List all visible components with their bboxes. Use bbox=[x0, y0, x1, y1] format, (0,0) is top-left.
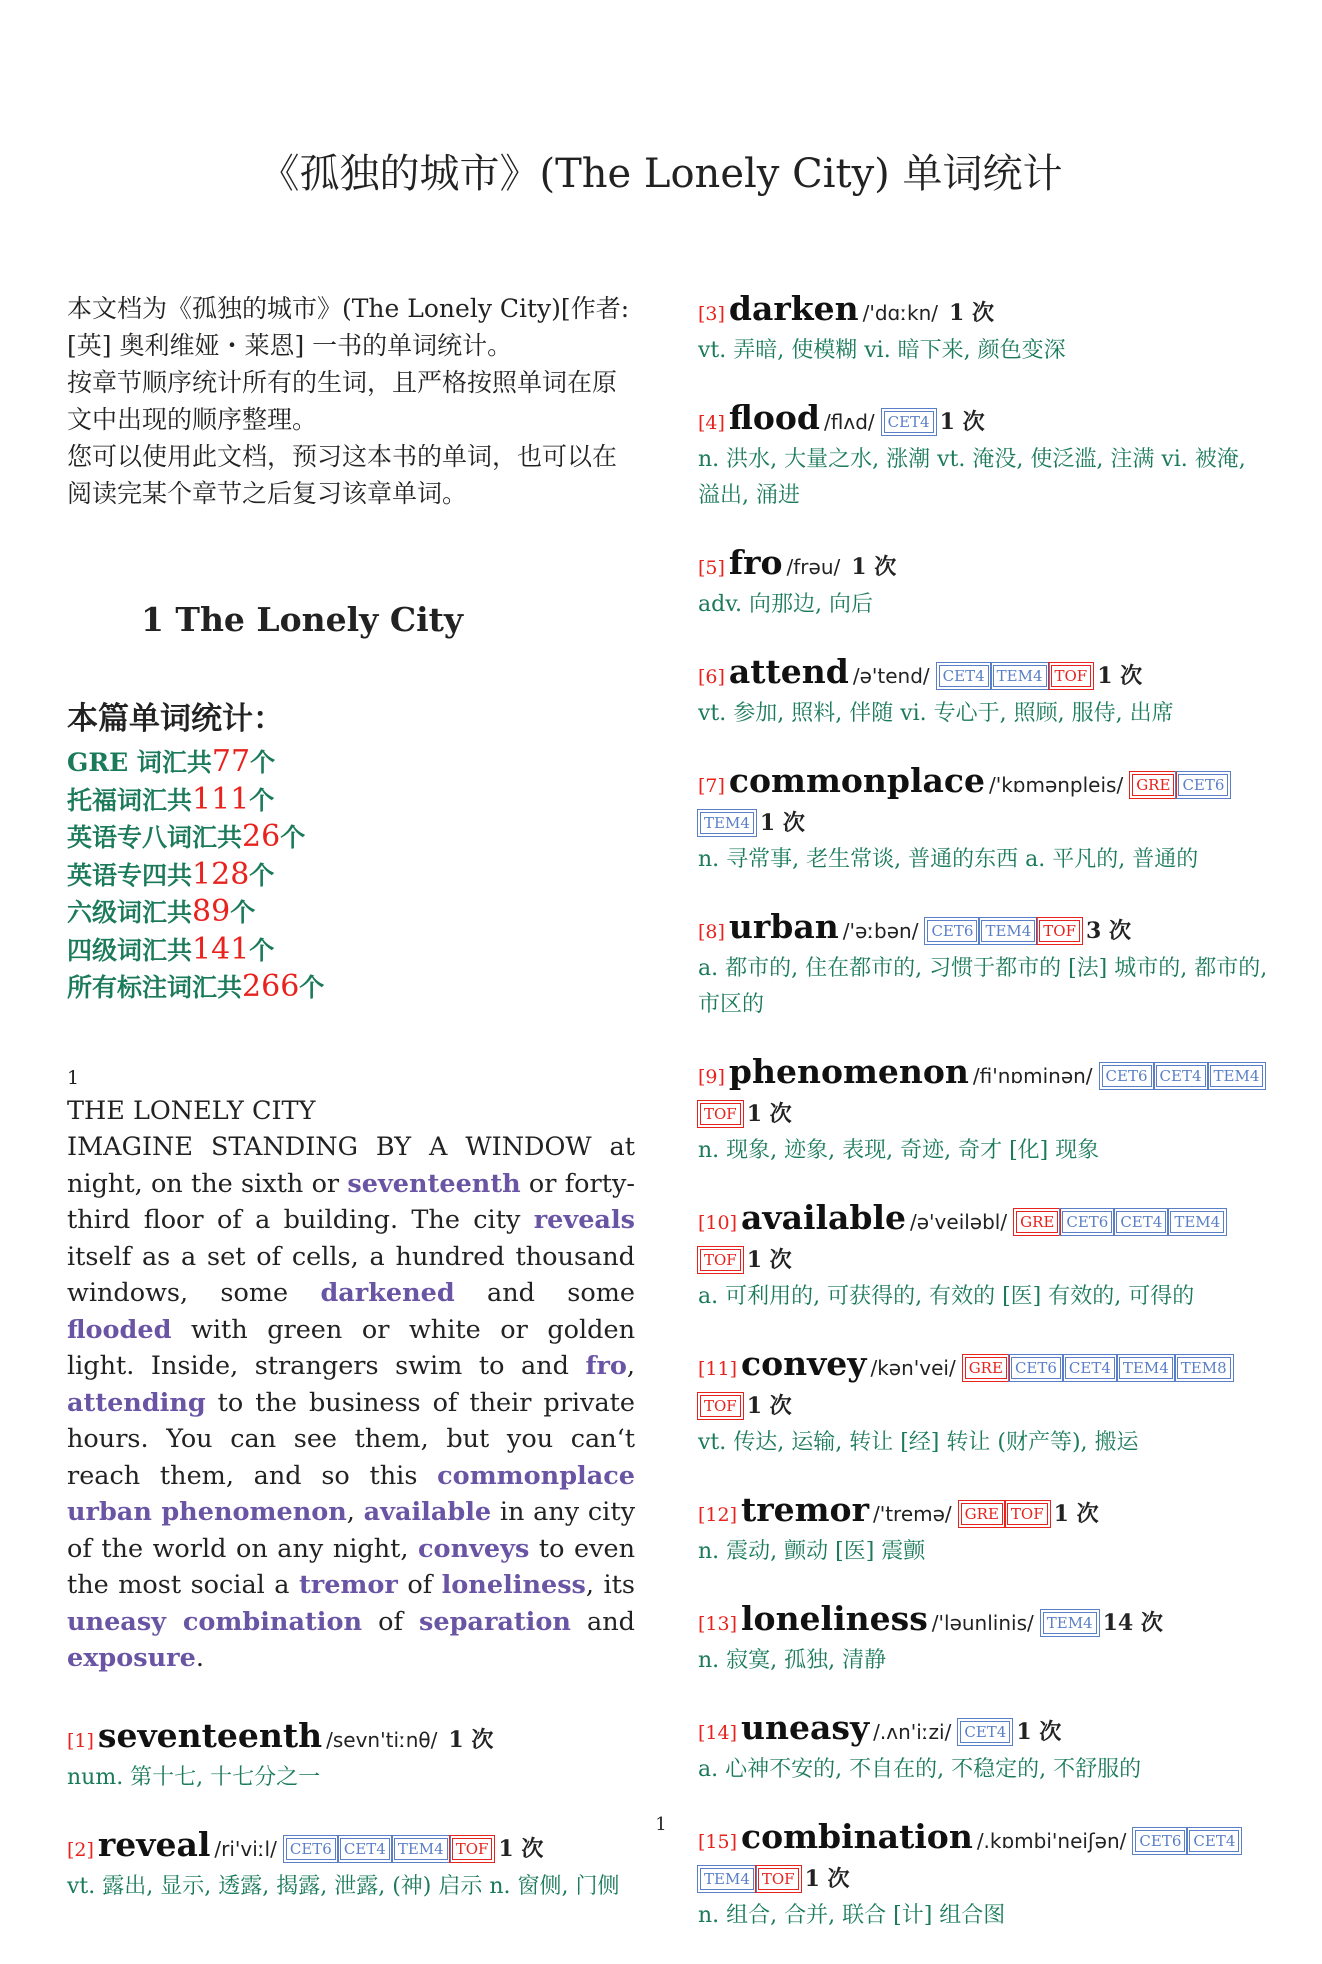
entry-definition: n. 组合, 合并, 联合 [计] 组合图 bbox=[698, 1903, 1006, 1928]
exam-tag: CET6 bbox=[1062, 1211, 1112, 1233]
entry-index: [12] bbox=[698, 1504, 738, 1526]
stats-title: 本篇单词统计： bbox=[67, 701, 284, 737]
entry-count: 1 次 bbox=[448, 1726, 494, 1753]
stat-label: 所有标注词汇共 bbox=[67, 973, 243, 1002]
exam-tag: GRE bbox=[961, 1503, 1003, 1525]
stat-count: 266 bbox=[242, 969, 300, 1004]
entry-phonetic: /.ʌn'iːzi/ bbox=[873, 1720, 952, 1744]
entry-index: [2] bbox=[67, 1838, 94, 1861]
passage-text: of bbox=[397, 1570, 442, 1600]
exam-tag: CET4 bbox=[960, 1721, 1010, 1743]
exam-tag: CET4 bbox=[1065, 1357, 1115, 1379]
entry-word: convey bbox=[741, 1344, 867, 1383]
exam-tag: TOF bbox=[1051, 665, 1092, 687]
entry-head bbox=[698, 1345, 1270, 1425]
stat-label: 英语专四共 bbox=[67, 860, 193, 890]
stat-row bbox=[67, 894, 635, 932]
stat-count: 111 bbox=[192, 781, 250, 817]
stat-unit: 个 bbox=[249, 860, 275, 890]
passage-text: of bbox=[362, 1606, 420, 1637]
exam-tag: TOF bbox=[700, 1103, 741, 1125]
entry-definition: a. 心神不安的, 不自在的, 不稳定的, 不舒服的 bbox=[698, 1757, 1142, 1782]
entry-index: [4] bbox=[698, 412, 725, 434]
entry-count: 3 次 bbox=[1086, 918, 1131, 944]
passage-text: itself as a set of cells, a hundred thousand windows, some bbox=[67, 1241, 635, 1308]
entry-phonetic: /'ləunlinis/ bbox=[931, 1611, 1034, 1635]
passage-heading: THE LONELY CITY bbox=[67, 1095, 316, 1126]
exam-tag: CET6 bbox=[1011, 1357, 1061, 1379]
stat-unit: 个 bbox=[250, 748, 276, 777]
stat-unit: 个 bbox=[299, 973, 325, 1002]
vocab-entry bbox=[698, 290, 1270, 369]
exam-tag: TEM4 bbox=[993, 665, 1047, 687]
stat-unit: 个 bbox=[249, 935, 275, 965]
exam-tag: CET4 bbox=[939, 665, 989, 687]
entry-count: 1 次 bbox=[939, 409, 985, 435]
entry-word: seventeenth bbox=[97, 1715, 323, 1755]
entry-phonetic: /fi'nɒminən/ bbox=[972, 1064, 1093, 1088]
entry-word: combination bbox=[741, 1817, 973, 1856]
vocab-entry bbox=[698, 1491, 1270, 1570]
entry-count: 1 次 bbox=[1016, 1719, 1062, 1745]
entry-count: 1 次 bbox=[746, 1247, 792, 1273]
passage-text: in any city of the world on any night, bbox=[67, 1497, 635, 1564]
stat-count: 89 bbox=[192, 894, 231, 929]
highlighted-word: loneliness bbox=[441, 1570, 586, 1600]
entry-count: 1 次 bbox=[498, 1835, 544, 1862]
entry-phonetic: /.kɒmbi'neiʃən/ bbox=[976, 1829, 1127, 1853]
exam-tag: TEM4 bbox=[700, 812, 754, 834]
passage-text: with green or white or golden light. Inside, strangers swim to and bbox=[67, 1314, 635, 1381]
highlighted-word: separation bbox=[419, 1606, 571, 1637]
exam-tag: CET4 bbox=[884, 411, 934, 433]
entry-index: [3] bbox=[698, 303, 725, 325]
entry-definition: adv. 向那边, 向后 bbox=[698, 592, 873, 617]
entry-head bbox=[698, 1199, 1270, 1279]
exam-tag: TOF bbox=[1007, 1503, 1048, 1525]
exam-tag: CET4 bbox=[1189, 1830, 1239, 1852]
entry-phonetic: /kən'vei/ bbox=[870, 1356, 956, 1380]
entry-index: [10] bbox=[698, 1212, 738, 1234]
highlighted-word: tremor bbox=[298, 1570, 398, 1600]
vocab-entry bbox=[67, 1826, 635, 1905]
entry-index: [9] bbox=[698, 1066, 725, 1088]
entry-index: [11] bbox=[698, 1358, 738, 1380]
highlighted-word: darkened bbox=[320, 1278, 455, 1308]
entry-index: [5] bbox=[698, 557, 725, 579]
exam-tag: GRE bbox=[1132, 774, 1174, 796]
entry-index: [15] bbox=[698, 1831, 738, 1853]
passage-body bbox=[67, 1132, 635, 1673]
exam-tag: TEM4 bbox=[981, 920, 1035, 942]
entry-word: loneliness bbox=[741, 1599, 928, 1638]
passage-number: 1 bbox=[67, 1066, 80, 1089]
highlighted-word: fro bbox=[585, 1351, 627, 1381]
entry-index: [6] bbox=[698, 666, 725, 688]
stat-row bbox=[67, 744, 635, 782]
stat-row bbox=[67, 819, 635, 857]
stat-label: 六级词汇共 bbox=[67, 898, 193, 927]
vocab-entry bbox=[698, 1345, 1270, 1461]
entry-phonetic: /ri'viːl/ bbox=[214, 1836, 277, 1861]
entry-head bbox=[698, 544, 1270, 587]
entry-index: [7] bbox=[698, 775, 725, 797]
entry-head bbox=[67, 1717, 635, 1760]
passage-text: to the business of their private hours. You can see them, but you can‘t reach them, and so this bbox=[67, 1387, 635, 1491]
exam-tag: TEM4 bbox=[700, 1868, 754, 1890]
entry-index: [13] bbox=[698, 1613, 738, 1635]
entry-word: attend bbox=[728, 652, 849, 691]
vocab-entry bbox=[698, 1199, 1270, 1315]
exam-tag: CET6 bbox=[1135, 1830, 1185, 1852]
highlighted-word: reveals bbox=[533, 1205, 635, 1235]
stat-row bbox=[67, 857, 635, 895]
exam-tag: GRE bbox=[1016, 1211, 1058, 1233]
entry-definition: n. 现象, 迹象, 表现, 奇迹, 奇才 [化] 现象 bbox=[698, 1138, 1100, 1163]
exam-tag: CET4 bbox=[1116, 1211, 1166, 1233]
entry-count: 1 次 bbox=[759, 810, 805, 836]
entry-head bbox=[698, 290, 1270, 333]
stat-row bbox=[67, 969, 635, 1007]
highlighted-word: attending bbox=[67, 1387, 206, 1418]
exam-tag: TEM4 bbox=[1119, 1357, 1173, 1379]
exam-tag: CET6 bbox=[927, 920, 977, 942]
highlighted-word: conveys bbox=[418, 1533, 530, 1564]
exam-tag: TEM8 bbox=[1177, 1357, 1231, 1379]
highlighted-word: commonplace urban phenomenon bbox=[67, 1460, 635, 1527]
stat-row bbox=[67, 932, 635, 970]
entry-head bbox=[698, 1709, 1270, 1752]
passage-text: and bbox=[570, 1606, 635, 1637]
entry-index: [8] bbox=[698, 921, 725, 943]
passage-text: . bbox=[195, 1643, 204, 1673]
entry-phonetic: /flʌd/ bbox=[824, 410, 875, 434]
left-column bbox=[67, 290, 635, 1935]
entry-definition: n. 震动, 颤动 [医] 震颤 bbox=[698, 1539, 926, 1564]
entry-phonetic: /'əːbən/ bbox=[842, 919, 919, 943]
stat-count: 128 bbox=[192, 856, 250, 892]
highlighted-word: uneasy combination bbox=[67, 1606, 362, 1637]
stat-label: 英语专八词汇共 bbox=[67, 823, 243, 852]
entry-head bbox=[698, 399, 1270, 442]
intro-line: 按章节顺序统计所有的生词，且严格按照单词在原文中出现的顺序整理。 bbox=[67, 368, 618, 434]
passage bbox=[67, 1063, 635, 1677]
entry-head bbox=[698, 653, 1270, 696]
entry-word: phenomenon bbox=[728, 1052, 969, 1091]
exam-tag: TEM4 bbox=[1210, 1065, 1264, 1087]
entry-word: darken bbox=[728, 289, 859, 328]
entries-right bbox=[698, 290, 1270, 1934]
entry-definition: vt. 弄暗, 使模糊 vi. 暗下来, 颜色变深 bbox=[698, 338, 1066, 363]
entry-index: [14] bbox=[698, 1722, 738, 1744]
stat-count: 141 bbox=[192, 931, 250, 967]
vocab-entry bbox=[698, 544, 1270, 623]
entry-word: tremor bbox=[741, 1490, 869, 1529]
exam-tag: CET4 bbox=[340, 1838, 390, 1860]
passage-text: and some bbox=[454, 1278, 635, 1308]
exam-tag: TOF bbox=[700, 1249, 741, 1271]
entry-phonetic: /sevn'tiːnθ/ bbox=[326, 1727, 438, 1752]
exam-tag: TEM4 bbox=[394, 1838, 448, 1860]
right-column bbox=[698, 290, 1270, 1964]
exam-tag: TEM4 bbox=[1043, 1612, 1097, 1634]
entry-phonetic: /'tremə/ bbox=[872, 1502, 952, 1526]
entry-word: urban bbox=[728, 907, 839, 946]
entry-head bbox=[698, 1053, 1270, 1133]
stat-count: 77 bbox=[211, 744, 251, 779]
stats-list bbox=[67, 744, 635, 1007]
entry-word: uneasy bbox=[741, 1708, 870, 1747]
entry-phonetic: /'kɒmənpleis/ bbox=[988, 773, 1124, 797]
highlighted-word: exposure bbox=[67, 1643, 196, 1673]
entry-phonetic: /'dɑːkn/ bbox=[862, 301, 938, 325]
passage-text: , bbox=[346, 1497, 364, 1527]
entry-definition: n. 洪水, 大量之水, 涨潮 vt. 淹没, 使泛滥, 注满 vi. 被淹, 溢出, 涌进 bbox=[698, 447, 1246, 508]
exam-tag: TOF bbox=[452, 1838, 493, 1860]
entry-word: flood bbox=[728, 398, 821, 437]
exam-tag: TOF bbox=[700, 1395, 741, 1417]
highlighted-word: flooded bbox=[67, 1314, 172, 1345]
entry-count: 14 次 bbox=[1102, 1610, 1163, 1636]
entry-word: commonplace bbox=[728, 761, 985, 800]
entry-definition: vt. 露出, 显示, 透露, 揭露, 泄露, (神) 启示 n. 窗侧, 门侧 bbox=[67, 1873, 620, 1899]
vocab-entry bbox=[698, 1818, 1270, 1934]
passage-text: IMAGINE STANDING BY A WINDOW at night, on the sixth or bbox=[67, 1132, 635, 1199]
vocab-entry bbox=[698, 1709, 1270, 1788]
entry-head bbox=[698, 1600, 1270, 1643]
stat-unit: 个 bbox=[280, 823, 306, 852]
entry-count: 1 次 bbox=[746, 1393, 792, 1419]
vocab-entry bbox=[698, 908, 1270, 1023]
highlighted-word: available bbox=[363, 1497, 492, 1527]
entry-word: fro bbox=[728, 543, 783, 582]
passage-text: , bbox=[626, 1351, 635, 1381]
entry-definition: num. 第十七, 十七分之一 bbox=[67, 1764, 321, 1790]
stat-unit: 个 bbox=[249, 785, 275, 815]
entry-count: 1 次 bbox=[1053, 1501, 1099, 1527]
entry-definition: n. 寂寞, 孤独, 清静 bbox=[698, 1648, 887, 1673]
vocab-entry bbox=[67, 1717, 635, 1796]
intro-line: 您可以使用此文档，预习这本书的单词，也可以在阅读完某个章节之后复习该章单词。 bbox=[67, 442, 618, 508]
vocab-entry bbox=[698, 762, 1270, 878]
page-title: 《孤独的城市》(The Lonely City) 单词统计 bbox=[259, 151, 1063, 197]
entry-head bbox=[698, 908, 1270, 951]
stat-unit: 个 bbox=[230, 898, 256, 927]
entry-definition: vt. 传达, 运输, 转让 [经] 转让 (财产等), 搬运 bbox=[698, 1430, 1139, 1455]
exam-tag: CET6 bbox=[1102, 1065, 1152, 1087]
vocab-entry bbox=[698, 653, 1270, 732]
exam-tag: CET6 bbox=[286, 1838, 336, 1860]
entry-word: available bbox=[741, 1198, 907, 1237]
entry-definition: vt. 参加, 照料, 伴随 vi. 专心于, 照顾, 服侍, 出席 bbox=[698, 701, 1174, 726]
entry-word: reveal bbox=[97, 1824, 211, 1864]
chapter-heading: 1 The Lonely City bbox=[140, 600, 464, 639]
exam-tag: TOF bbox=[1039, 920, 1080, 942]
intro-line: 本文档为《孤独的城市》(The Lonely City)[作者: [英] 奥利维娅・莱恩] 一书的单词统计。 bbox=[67, 294, 630, 360]
entries-left bbox=[67, 1717, 635, 1905]
stat-label: GRE 词汇共 bbox=[67, 748, 212, 777]
stat-label: 托福词汇共 bbox=[67, 785, 193, 815]
exam-tag: CET6 bbox=[1178, 774, 1228, 796]
entry-definition: a. 都市的, 住在都市的, 习惯于都市的 [法] 城市的, 都市的, 市区的 bbox=[698, 956, 1268, 1017]
entry-definition: a. 可利用的, 可获得的, 有效的 [医] 有效的, 可得的 bbox=[698, 1284, 1195, 1309]
vocab-entry bbox=[698, 1053, 1270, 1169]
entry-definition: n. 寻常事, 老生常谈, 普通的东西 a. 平凡的, 普通的 bbox=[698, 847, 1199, 872]
entry-phonetic: /ə'tend/ bbox=[852, 664, 930, 688]
entry-count: 1 次 bbox=[804, 1866, 850, 1892]
entry-phonetic: /frəu/ bbox=[786, 555, 841, 579]
entry-count: 1 次 bbox=[851, 554, 897, 580]
exam-tag: TEM4 bbox=[1170, 1211, 1224, 1233]
entry-index: [1] bbox=[67, 1729, 94, 1752]
entry-head bbox=[698, 1491, 1270, 1534]
stat-count: 26 bbox=[242, 819, 281, 854]
entry-phonetic: /ə'veiləbl/ bbox=[910, 1210, 1008, 1234]
stat-row bbox=[67, 782, 635, 820]
highlighted-word: seventeenth bbox=[347, 1168, 521, 1199]
exam-tag: GRE bbox=[965, 1357, 1007, 1379]
stat-label: 四级词汇共 bbox=[67, 935, 193, 965]
exam-tag: CET4 bbox=[1156, 1065, 1206, 1087]
passage-text: to even the most social a bbox=[67, 1533, 635, 1600]
vocab-entry bbox=[698, 1600, 1270, 1679]
entry-count: 1 次 bbox=[746, 1101, 792, 1127]
entry-head bbox=[698, 762, 1270, 842]
vocab-entry bbox=[698, 399, 1270, 514]
passage-text: , its bbox=[585, 1570, 635, 1600]
entry-count: 1 次 bbox=[949, 300, 994, 326]
entry-count: 1 次 bbox=[1097, 663, 1143, 689]
page-number: 1 bbox=[655, 1814, 667, 1835]
passage-text: or forty-third floor of a building. The city bbox=[67, 1168, 635, 1235]
exam-tag: TOF bbox=[758, 1868, 799, 1890]
